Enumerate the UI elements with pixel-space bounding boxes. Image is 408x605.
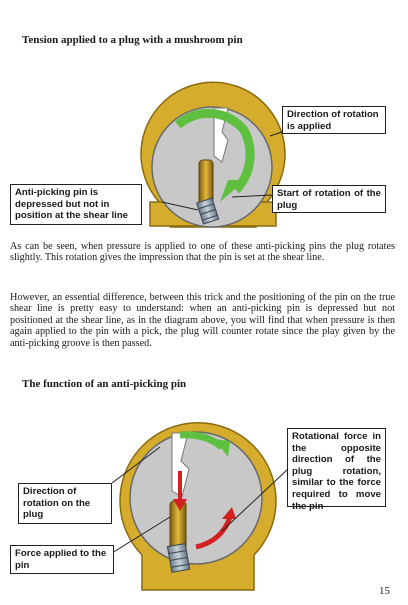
lock-plug (130, 432, 262, 564)
label-direction-on-plug: Direction of rotation on the plug (18, 483, 112, 524)
label-start-of-rotation: Start of rotation of the plug (272, 185, 386, 213)
label-force-applied: Force applied to the pin (10, 545, 114, 574)
label-direction-of-rotation: Direction of rotation is applied (282, 106, 386, 134)
label-rotational-force: Rotational force in the opposite direction of the plug rotation, similar to the force required to move the pin (287, 428, 386, 507)
page-number: 15 (379, 585, 390, 597)
paragraph-1: As can be seen, when pressure is applied to one of these anti-picking pins the plug rotates slightly. This rotation gives the impression that the pin is set at the shear line. (10, 241, 395, 264)
paragraph-2: However, an essential difference, between this trick and the positioning of the pin on the true shear line is pretty easy to understand: when an anti-picking pin is depressed but not positioned at the shear line, as in the diagram above, you will find that when pressure is then again applied to the pin with a pick, the plug will counter rotate since the play given by the anti-picking groove is then passed. (10, 292, 395, 349)
driver-pin (167, 544, 189, 573)
section-heading-tension: Tension applied to a plug with a mushroom pin (22, 34, 243, 46)
label-anti-picking-pin: Anti-picking pin is depressed but not in position at the shear line (10, 184, 142, 225)
section-heading-function: The function of an anti-picking pin (22, 378, 187, 390)
